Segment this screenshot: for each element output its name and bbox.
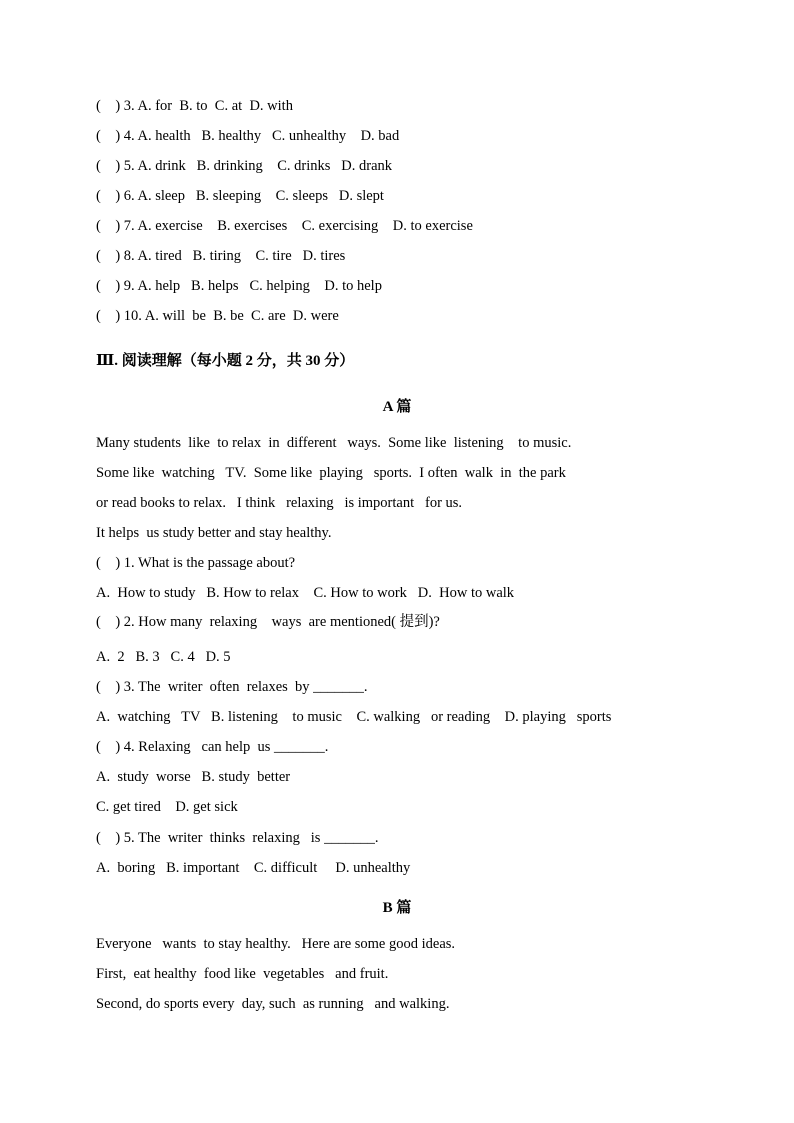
grammar-item: ( ) 9. A. help B. helps C. helping D. to help xyxy=(96,278,382,294)
question-line: ( ) 3. The writer often relaxes by _______. xyxy=(96,679,368,695)
passage-line: Many students like to relax in different ways. Some like listening to music. xyxy=(96,435,572,451)
options-line: A. study worse B. study better xyxy=(96,769,291,785)
passage-b-title: B 篇 xyxy=(382,900,412,916)
grammar-item: ( ) 10. A. will be B. be C. are D. were xyxy=(96,308,339,324)
passage-a-title: A 篇 xyxy=(382,399,412,415)
grammar-item: ( ) 6. A. sleep B. sleeping C. sleeps D. slept xyxy=(96,188,384,204)
section-heading: Ⅲ. 阅读理解（每小题 2 分，共 30 分） xyxy=(96,353,355,369)
grammar-item: ( ) 4. A. health B. healthy C. unhealthy D. bad xyxy=(96,128,400,144)
options-line: A. boring B. important C. difficult D. unhealthy xyxy=(96,860,411,876)
grammar-item: ( ) 8. A. tired B. tiring C. tire D. tires xyxy=(96,248,346,264)
question-line: ( ) 5. The writer thinks relaxing is _______. xyxy=(96,830,379,846)
options-line: A. watching TV B. listening to music C. walking or reading D. playing sports xyxy=(96,709,612,725)
passage-line: First, eat healthy food like vegetables and fruit. xyxy=(96,966,389,982)
passage-line: Second, do sports every day, such as running and walking. xyxy=(96,996,450,1012)
grammar-item: ( ) 5. A. drink B. drinking C. drinks D. drank xyxy=(96,158,393,174)
grammar-item: ( ) 3. A. for B. to C. at D. with xyxy=(96,98,293,114)
question-line: ( ) 1. What is the passage about? xyxy=(96,555,296,571)
options-line: A. How to study B. How to relax C. How to work D. How to walk xyxy=(96,585,515,601)
question-line: ( ) 2. How many relaxing ways are mentioned( 提到)? xyxy=(96,614,440,630)
passage-line: Everyone wants to stay healthy. Here are some good ideas. xyxy=(96,936,456,952)
passage-line: Some like watching TV. Some like playing sports. I often walk in the park xyxy=(96,465,566,481)
options-line: A. 2 B. 3 C. 4 D. 5 xyxy=(96,649,231,665)
grammar-item: ( ) 7. A. exercise B. exercises C. exercising D. to exercise xyxy=(96,218,473,234)
options-line: C. get tired D. get sick xyxy=(96,799,238,815)
passage-line: It helps us study better and stay healthy. xyxy=(96,525,332,541)
passage-line: or read books to relax. I think relaxing is important for us. xyxy=(96,495,463,511)
question-line: ( ) 4. Relaxing can help us _______. xyxy=(96,739,329,755)
